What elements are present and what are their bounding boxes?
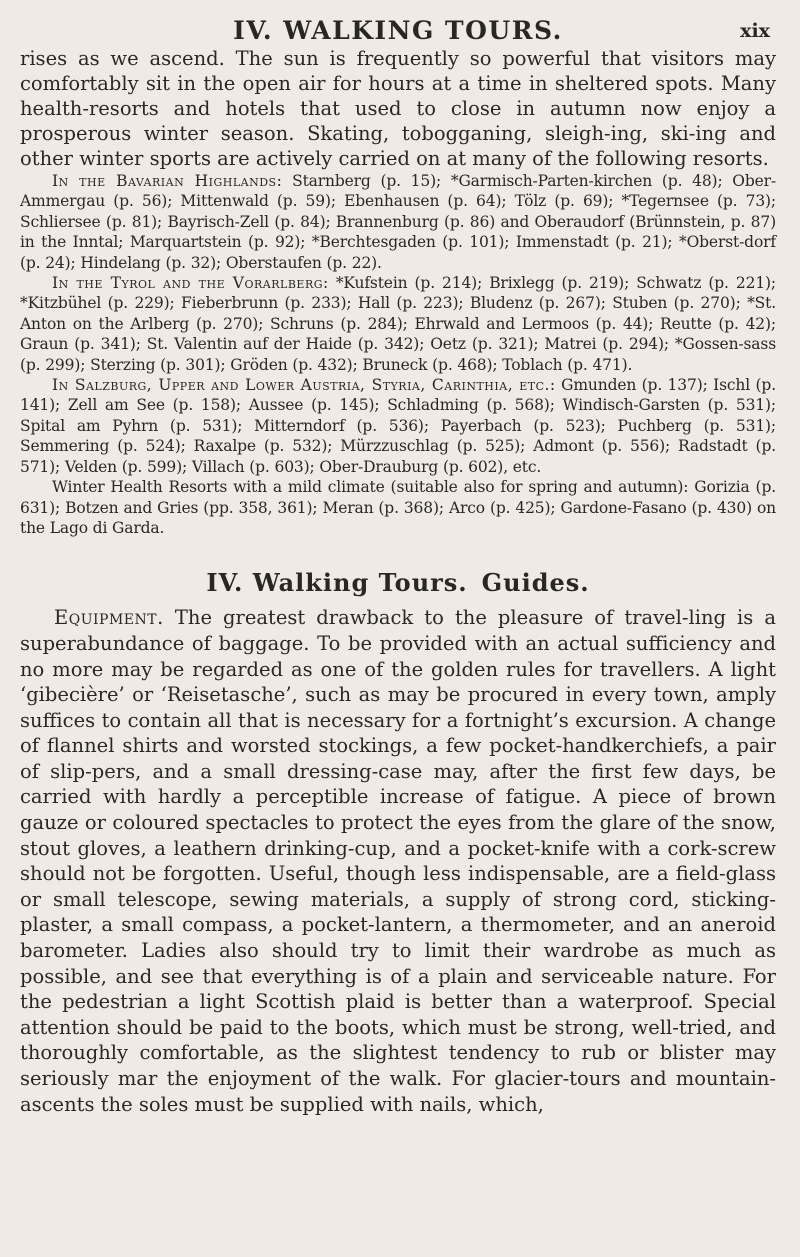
resorts-bavaria-label: In the Bavarian Highlands: — [52, 172, 283, 190]
section-subtitle: Guides. — [481, 568, 590, 598]
section-title: IV. Walking Tours. — [206, 568, 468, 598]
intro-paragraph: rises as we ascend. The sun is frequently so powerful that visitors may comfortably sit in the open air for hours at a time in sheltered spots. Many health-resorts and hotels that used to close in autumn now enjoy a prosperous winter season. Skating, tobogganing, sleigh-ing, ski-ing and other winter sports are actively carried on at many of the following resorts. — [20, 47, 776, 170]
resorts-tyrol-text: *Kufstein (p. 214); Brixlegg (p. 219); Schwatz (p. 221); *Kitzbühel (p. 229); Fieberbrunn (p. 233); Hall (p. 223); Bludenz (p. 267); Stuben (p. 270); *St. Anton on the Arlberg (p. 270); Schruns (p. 284); Ehrwald and Lermoos (p. 44); Reutte (p. 42); Graun (p. 341); St. Valentin auf der Haide (p. 342); Oetz (p. 321); Matrei (p. 294); *Gossen-sass (p. 299); Sterzing (p. 301); Gröden (p. 432); Bruneck (p. 468); Toblach (p. 471). — [20, 274, 777, 374]
resorts-bavaria-text: Starnberg (p. 15); *Garmisch-Parten-kirchen (p. 48); Ober-Ammergau (p. 56); Mittenwald (p. 59); Ebenhausen (p. 64); Tölz (p. 69); *Tegernsee (p. 73); Schliersee (p. 81); Bayrisch-Zell (p. 84); Brannenburg (p. 86) and Oberaudorf (Brünnstein, p. 87) in the Inntal; Marquartstein (p. 92); *Berchtesgaden (p. 101); Immenstadt (p. 21); *Oberst-dorf (p. 24); Hindelang (p. 32); Oberstaufen (p. 22). — [20, 172, 776, 272]
section-heading — [20, 568, 776, 597]
equipment-label: Equipment. — [54, 606, 164, 630]
winter-resorts-paragraph: Winter Health Resorts with a mild climate (suitable also for spring and autumn): Gorizia (p. 631); Botzen and Gries (pp. 358, 361); Meran (p. 368); Arco (p. 425); Gardone-Fasano (p. 430) on the Lago di Garda. — [20, 478, 776, 537]
resorts-tyrol-paragraph — [20, 273, 776, 375]
page-number: xix — [740, 20, 770, 42]
equipment-text: The greatest drawback to the pleasure of travel-ling is a superabundance of baggage. To be provided with an actual sufficiency and no more may be regarded as one of the golden rules for travellers. A light ‘gibecière’ or ‘Reisetasche’, such as may be procured in every town, amply suffices to contain all that is necessary for a fortnight’s excursion. A change of flannel shirts and worsted stockings, a few pocket-handkerchiefs, a pair of slip-pers, and a small dressing-case may, after the first few days, be carried with hardly a perceptible increase of fatigue. A piece of brown gauze or coloured spectacles to protect the eyes from the glare of the snow, stout gloves, a leathern drinking-cup, and a pocket-knife with a cork-screw should not be forgotten. Useful, though less indispensable, are a field-glass or small telescope, sewing materials, a supply of strong cord, sticking-plaster, a small compass, a pocket-lantern, a thermometer, and an aneroid barometer. Ladies also should try to limit their wardrobe as much as possible, and see that everything is of a plain and serviceable nature. For the pedestrian a light Scottish plaid is better than a waterproof. Special attention should be paid to the boots, which must be strong, well-tried, and thoroughly comfortable, as the slightest tendency to rub or blister may seriously mar the enjoyment of the walk. For glacier-tours and mountain-ascents the soles must be supplied with nails, which, — [20, 606, 776, 1116]
running-head — [20, 12, 776, 44]
resorts-tyrol-label: In the Tyrol and the Vorarlberg: — [52, 274, 329, 293]
running-title: IV. WALKING TOURS. — [233, 16, 563, 45]
resorts-salzburg-paragraph — [20, 375, 776, 477]
resorts-salzburg-label: In Salzburg, Upper and Lower Austria, Styria, Carinthia, etc.: — [52, 376, 556, 395]
equipment-paragraph — [20, 605, 776, 1117]
resorts-salzburg-text: Gmunden (p. 137); Ischl (p. 141); Zell am See (p. 158); Aussee (p. 145); Schladming (p. 568); Windisch-Garsten (p. 531); Spital am Pyhrn (p. 531); Mitterndorf (p. 536); Payerbach (p. 523); Puchberg (p. 531); Semmering (p. 524); Raxalpe (p. 532); Mürzzuschlag (p. 525); Admont (p. 556); Radstadt (p. 571); Velden (p. 599); Villach (p. 603); Ober-Drauburg (p. 602), etc. — [20, 376, 776, 476]
resorts-bavaria-paragraph — [20, 171, 776, 273]
